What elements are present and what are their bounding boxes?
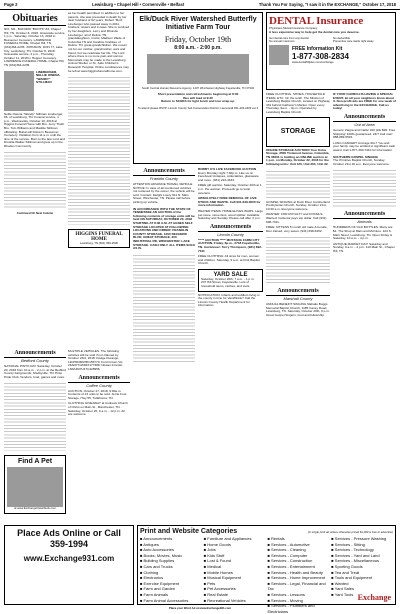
coffee-auction: AUCTION, October 27, 2018, 9:00a.m. Contents of 13 units to be sold. Jerrie Foot Storage, Hwy 55, Tullahoma, TN. <box>68 388 127 400</box>
category-item[interactable]: ■ Building Supplies <box>140 558 175 564</box>
category-item[interactable]: ■ Services - Health and Beauty <box>267 569 323 575</box>
continued-label: Continued On Next Column <box>16 211 54 216</box>
category-item[interactable]: ■ Services - Pressure Washing <box>331 536 387 541</box>
coffee-column <box>68 350 130 520</box>
obituary-body-lines-2 <box>68 75 130 225</box>
franklin-text: ATTENTION ADVANCE TRAVEL VEHICLE NOTICE: In case of all mentioned vehicles not retrieved by the owner, the vehicle will be sold. Contact: Dwight Lowry 611 N. Main Street, Winchester, TN. Please call before picking up vehicle. <box>133 182 195 204</box>
obituary-text-2: Nellie Owena "Wandy" Stillman Lineberger, 96, of Lewisburg, TN. Funeral service, 1 p.m., Wednesday, October 10, 2018 at Higgins Funeral Home with Bro. Jerry Thoth. Bro. Tom Williams and Maddie Stillman officiating. Burial will follow in Bessemer Cemetery. Visitation from 11 a.m. until the time of the service. Born to the late Lord and Drusilla Walker Stillman and grew up in the Rhodes Community. <box>4 111 65 148</box>
watershed-ad <box>133 12 263 164</box>
maury-ad-5: FREE: KITTENS 5 month old male & female, litter trained, very sweet. (931) 698-6452. <box>266 225 328 233</box>
antique-market-ad: ANTIQUE MARKET DAY! Saturday and Sunday, 9 a.m. - 4 p.m. 110 Main St., Chapel Hill, TN. <box>333 241 395 253</box>
yard-sale-box <box>198 269 263 292</box>
obituary-body-lines <box>4 150 66 210</box>
category-item[interactable]: ■ Yard Tools <box>331 591 354 597</box>
category-item[interactable]: ■ Services - Entertainment <box>267 563 315 569</box>
category-item[interactable]: ■ Services - Technology <box>331 547 374 553</box>
obituaries-column-2 <box>68 12 130 347</box>
heater-ad: HEATER ITEMS: HOME ELIVES WARS. Large pet stove, stove fans, wood splitter. Available Saturday and Sunday. Please call after 4 p.m. <box>198 208 263 221</box>
storage-title: STORAGE <box>280 128 316 136</box>
category-item[interactable]: ■ Real Estate <box>203 591 228 597</box>
coffee-clothing: CLOTHING GIVEAWAY at Andrews Church of Christ on Main St., Manchester, TN. Saturday, October 20, 9 a.m. - 12 p.m. All are welcome. <box>68 401 128 417</box>
categories-grid <box>140 536 393 614</box>
category-item[interactable]: ■ Cars and Trucks <box>140 563 173 569</box>
southern-gospel-text: The Primitive Baptist Church, Sunday, October 21st 10 a.m. Everyone welcome. <box>333 158 390 166</box>
find-pet-url: at www.ExchangeClassifieds.com <box>14 506 56 511</box>
dental-subtitle: Physicians Mutual Insurance Company <box>269 26 318 30</box>
category-item[interactable]: ■ Services - Moving <box>267 597 303 603</box>
category-item[interactable]: ■ Recreational Vehicles <box>203 597 246 603</box>
categories-column <box>331 536 393 614</box>
dental-url[interactable]: www.dental50plus.com/exchange <box>292 60 334 65</box>
category-item[interactable]: ■ Clothing <box>140 569 159 575</box>
categories-column <box>268 536 330 614</box>
franklin-title: Announcements <box>133 168 195 176</box>
lincoln-column <box>198 168 263 523</box>
maury-column <box>266 93 330 523</box>
category-item[interactable]: ■ Yard Sales <box>331 586 354 592</box>
categories-title: Print and Website Categories <box>140 528 238 535</box>
franklin-lines <box>133 253 195 363</box>
footer-text: Place your Word Ad at www.Exchange931.com <box>168 606 232 610</box>
dental-kit: FREE Information Kit <box>292 46 343 53</box>
lincoln-title: Announcements <box>198 224 263 232</box>
marshall-title: Announcements <box>266 288 330 296</box>
marshall-text: ANNUAL BENEFIT SINGING Mahalie Boggs Memorial Baptist Church, 1185 Caney Road, Lewisburg, TN. Saturday, October 20th, 6 p.m. Great Gospel Singers, food and fellowship. <box>266 302 330 318</box>
category-item[interactable]: ■ Kids Stuff <box>203 552 225 558</box>
coffee-title: Announcements <box>68 375 130 383</box>
obituary-photo <box>4 71 34 111</box>
bobby-g-text: Every Monday night 7:30p.m. Like us on Facebook! Antiques, collectables, glassware and more. (931) 224-4433. <box>198 170 259 182</box>
removal-ad: ABSOLUTELY FREE REMOVAL OF LIVE STOCK AND WASTE. Call 931-639-0000 for more information. <box>198 196 261 208</box>
paper-name: Lewisburg • Chapel Hill • Cornersville • Belfast <box>92 2 185 7</box>
category-item[interactable]: ■ Electronics <box>140 575 164 581</box>
animals-subtitle: Animals <box>357 219 372 225</box>
watershed-schedule: Short presentation and refreshments beginning at 8:30 <box>157 92 239 97</box>
southern-gospel-title: SOUTHERN GOSPEL SINGING <box>333 154 378 159</box>
dental-bullet-2: No annual maximum <box>269 39 295 43</box>
watershed-return: Return to SCHRA for light lunch and tour wrap up. <box>161 99 235 104</box>
category-item[interactable]: ■ Furniture and Appliances <box>203 536 252 541</box>
exchange-logo: Exchange <box>357 593 391 602</box>
obituary-text-3: as her health permitted. In addition to her parents, she was preceded in death by her dear husband of 62 years, Robert "Bud" Lineberger who passed away in 2011, brothers, sisters and in-laws. She is survived by her daughters, Lerry and Rhonda Lineberger, all of Delina, TN, granddaughters, Curtis, Madison Wade of Columbia TN and Candice Crabtree of Delina. TN, great-grandchildren. We mourn not for our mother, grandmother, aunt and friend, but we celebrate her life. The Lord where there is no more pain and sorrow. Memorials may be made to the Lewisburg Animal Shelter or St. Jude Children's Research Hospital. Online condolences may be left at www.higginsfuneralhome.com. <box>68 12 130 73</box>
marshall-subtitle: Marshall County <box>283 296 313 302</box>
category-item[interactable]: ■ Mobile Homes <box>203 569 233 575</box>
category-item[interactable]: ■ Pets <box>203 580 216 586</box>
out-of-area-column <box>333 93 396 523</box>
category-item[interactable]: ■ Farm and Garden <box>140 586 176 592</box>
category-item[interactable]: ■ Pet Accessories <box>203 586 236 592</box>
lincoln-subtitle: Lincoln County <box>217 231 244 237</box>
page-number: Page 2 <box>4 2 18 7</box>
category-item[interactable]: ■ Tea and Treat <box>331 569 360 575</box>
watershed-time: 8:00 a.m. - 2:00 p.m. <box>174 45 222 51</box>
notification-ad: NOTIFICATION. Infants and toddlers living in the county in time for VanWinkle? Call the Lincoln County Health Department for information. <box>198 292 260 308</box>
category-item[interactable]: ■ Books, Movies, Music <box>140 552 183 558</box>
lincoln-ad-2: FREE CLOTHING: All sizes for men, women and children. Saturday, 9 a.m. at First Baptist Church. <box>198 254 260 266</box>
bedford-subtitle: Bedford County <box>21 358 49 363</box>
bobby-g-title: BOBBY G'S LIVE FACEBOOK AUCTION <box>198 168 257 171</box>
category-item[interactable]: ■ Announcements <box>140 536 173 541</box>
category-item[interactable]: ■ Antiques <box>140 541 159 547</box>
out-of-area-subtitle: Out of Area <box>354 121 375 127</box>
page-header <box>0 0 400 9</box>
find-pet-title: Find A Pet <box>17 458 53 466</box>
bobby-g-auction: FREE gift auction: Saturday, October 20th at 1 p.m. Pie auction. Proceeds go to local veterans. <box>198 183 262 195</box>
category-item[interactable]: ■ Services - Home Improvement <box>267 575 326 581</box>
franklin-subtitle: Franklin County <box>149 176 178 181</box>
category-item[interactable]: ■ Services - Sitting <box>331 541 365 547</box>
category-item[interactable]: ■ Rentals <box>267 536 285 541</box>
category-item[interactable]: ■ Services - Miscellaneous <box>331 558 380 564</box>
category-item[interactable]: ■ Services - Plumbers and Electricians <box>267 603 315 614</box>
watershed-title: Elk/Duck River Watershed Butterfly Initiative Farm Tour <box>139 16 257 31</box>
category-item[interactable]: ■ Jobs <box>203 547 216 553</box>
find-pet-box[interactable] <box>4 455 66 513</box>
category-item[interactable]: ■ Tools and Equipment <box>331 575 373 581</box>
dental-photo <box>269 45 289 65</box>
category-item[interactable]: ■ Lost & Found <box>203 558 232 564</box>
bedford-lines <box>4 381 66 451</box>
higgins-text: Lewisburg, TN (931) 359-2500 <box>80 241 118 246</box>
obituaries-title: Obituaries <box>4 12 66 26</box>
dental-ad <box>266 12 396 90</box>
category-item[interactable]: ■ Exercise Equipment <box>140 580 180 586</box>
maury-lines-2 <box>266 235 330 285</box>
dental-bullet-3: No deductible <box>333 35 351 40</box>
category-item[interactable]: ■ Auto Accessories <box>140 547 174 553</box>
category-item[interactable]: ■ Musical Equipment <box>203 575 242 581</box>
pet-photo <box>7 467 63 507</box>
higgins-logo-box <box>68 229 130 248</box>
category-item[interactable]: ■ Services - Construction <box>267 558 313 564</box>
header-tagline: Thank You For Saying, "I saw it in the EXCHANGE," October 17, 2018 <box>258 2 396 7</box>
categories-column <box>204 536 266 614</box>
animals-text: HUNDREDS OF OLD BOTTLES. Many are $1. The Shop at Main and McClure. 104 S. Main Street, Lewisburg, TN. Open Friday & Saturday, 10 a.m. - 4 p.m. <box>333 225 393 241</box>
coffee-subtitle: Coffee County <box>86 382 112 388</box>
maury-ad-1: FREE CLOTHING, SHOES, HOUSEHOLD ITEMS, ETC. On the tenth. The Mission of Lewisburg Baptist Church, located on Highway 431 behind Gatherer's Market. Open every Thursday, 9a.m. - 3p.m. Operated by Lewisburg Baptist Church. <box>266 93 330 114</box>
bedford-title: Announcements <box>4 350 66 358</box>
dental-phone[interactable]: 1-877-308-2834 <box>292 52 349 62</box>
coffee-vehicles: MULTIPLE VEHICLES. The following vehicles will be sold if not claimed by October 23rd, 2018: Dodge Durango, 1D4HD38N78F155770; Ford Crown Vic, 2FAFP71W92X177388; Nissan Frontier, 1N6AD07U47C428956. <box>68 350 124 371</box>
dental-lead: A less expensive way to help get the dental care you deserve. <box>269 30 360 35</box>
maury-lines <box>266 169 330 199</box>
out-of-area-ad-2: LUNG CANCER? And age 60+? You and your family may be entitled to significant cash award. Call 1-877-390-7410 for information. <box>333 140 396 152</box>
dental-title: DENTAL Insurance <box>269 15 364 27</box>
church-event-ad: IF YOUR CHURCH IS HAVING A SPECIAL EVENT, let all your neighbors know about it. Non-profit ads are FREE for one week of advertising in the EXCHANGE. Call us today! <box>333 93 396 111</box>
yard-sale-text: Saturday, October 20th, 7 a.m. - 1 p.m. 207 Hill Street, Fayetteville. Lots of household items, clothes, and tools. <box>201 276 255 289</box>
dental-bullet-4: Preventive care starts right away <box>333 39 374 43</box>
place-ads-box[interactable] <box>4 525 134 605</box>
obituary-text-1: NIX, SR., BUFORD "BOOTS" 83, Chapel Hill, TN, October 8, 2018. Graveside service, 1 p.m., Saturday, October 13, 2018 in Bessemer Cemetery. LAWRENCE FUNERAL HOME, Chapel Hill, TN, (931)364-2235. JOHNSON, DON 77, Lake City, Lewisburg, TN. October 8, 2018. Graveside service, 2 p.m., Thursday, October 11, 2018 in Hopper Cemetery. LAWRENCE FUNERAL HOME, Chapel Hill, TN (931)364-2235. <box>4 27 66 67</box>
dental-bullet-1: Get dental care from any dentist <box>269 35 309 40</box>
out-of-area-title: Announcements <box>333 114 396 122</box>
maury-ad-4: WANTED: FOR ROYALTY and FOSSILS: Wanted: Collector pays top dollar. Call (931) 698-7311. <box>266 212 327 224</box>
category-item[interactable]: ■ Services - Legal, Financial and Tax <box>267 580 326 592</box>
watershed-date: Friday, October 19th <box>164 35 232 44</box>
category-item[interactable]: ■ Farm Animals <box>140 591 168 597</box>
yard-sale-title: YARD SALE <box>213 271 248 278</box>
maury-ad-3: GOSPEL SINGING at Duck River Cumberland Presbyterian Church, Sunday, October 21st, 10:30 a.m. Everyone welcome. <box>266 199 330 211</box>
header-rule <box>0 9 400 10</box>
out-of-area-ad-1: Generic Viagra and Cialis! 100 pills $99. Free Shipping! 100% guaranteed. 24/7 Call now! 888-889-5515. <box>333 127 396 140</box>
category-item[interactable]: ■ Medical <box>203 563 222 569</box>
category-item[interactable]: ■ Sporting Goods <box>331 563 363 569</box>
category-item[interactable]: ■ Home Goods <box>203 541 231 547</box>
categories-column <box>140 536 202 614</box>
category-item[interactable]: ■ Services - Automotive <box>267 541 310 547</box>
place-ads-url[interactable]: www.Exchange931.com <box>23 554 115 563</box>
higgins-label: HIGGINS FUNERAL HOME <box>75 232 123 243</box>
category-item[interactable]: ■ Services - Yard and Land <box>331 552 380 558</box>
place-ads-title: Place Ads Online or Call 359-1994 <box>17 528 121 549</box>
animals-title: Announcements <box>333 211 396 219</box>
bedford-item: NATIONAL PINTO DAY Saturday, October 20, 2018 from 10 a.m. - 2 p.m. at the Bedford County Fairgrounds, Shelbyville, TN. Pinto Pride Club. Vendors, food, games and more. <box>4 364 66 379</box>
watershed-contact: To attend please RSVP: Lincoln County Soil Conservation District: Laura Hall 931-433-2403 ext 3 <box>137 105 259 110</box>
category-item[interactable]: ■ Wanted <box>331 580 349 586</box>
category-item[interactable]: ■ Services - Lessons <box>267 591 305 597</box>
storage-box <box>266 117 330 147</box>
watershed-location: South Central Human Resource Agency, 1437 Winchester Highway Fayetteville, TN 37334 <box>141 86 255 90</box>
butterfly-image <box>147 54 249 84</box>
maury-ad-2: ONLINE STORAGE AUCTION! Your Extra Storage, 3500 Trotwood Avenue, Columbia, TN 38401 is holding an ONLINE auction at 1 p.m. on Monday, October 22, 2018 for the following units: Unit 120, Unit 264, Unit 32. <box>266 147 330 166</box>
out-of-area-lines <box>333 168 396 208</box>
categories-note: (in single print ad unless otherwise priced $1,000 is free to advertise) <box>307 530 393 534</box>
obituary-name: LINEBERGER, NELLIE OWENA "WANDY" STILLMAN <box>36 69 60 85</box>
franklin-column <box>133 168 195 523</box>
category-item[interactable]: ■ Services - Cleaning <box>267 547 306 553</box>
lincoln-ad-1: ***** AUCTION ***** MUSTANG FARM CITY AUCTION, Friday, 6p.m., 2718 Fayetteville, TN. Auctioneer: Terry Thompson, (931) 692-7311 <box>198 237 262 253</box>
watershed-bus: Bus will load at 9:30 <box>183 95 213 100</box>
franklin-notice: IN ACCORDANCE WITH THE STATE OF TENNESSEE AN AUCTION of the following contents of storage units will be held ON SATURDAY, OCTOBER 20, 2018 STARTING AT 8:30 A.M. AT AGNES SELF STORAGE LOCATED AT FOLLOWING: LOCATIONS AND ORDER: FRANKLIN COUNTY STORAGE, 1200 DECHERD BLVD; GREAT STORAGE, 200 INDUSTRIAL RD, WINCHESTER; LAKE STORAGE. CASH ONLY. ALL ITEMS SOLD AS IS. <box>133 206 195 251</box>
category-item[interactable]: ■ Farm Animal Accessories <box>140 597 189 603</box>
obituaries-column <box>4 12 66 347</box>
category-item[interactable]: ■ Services - Computer <box>267 552 308 558</box>
